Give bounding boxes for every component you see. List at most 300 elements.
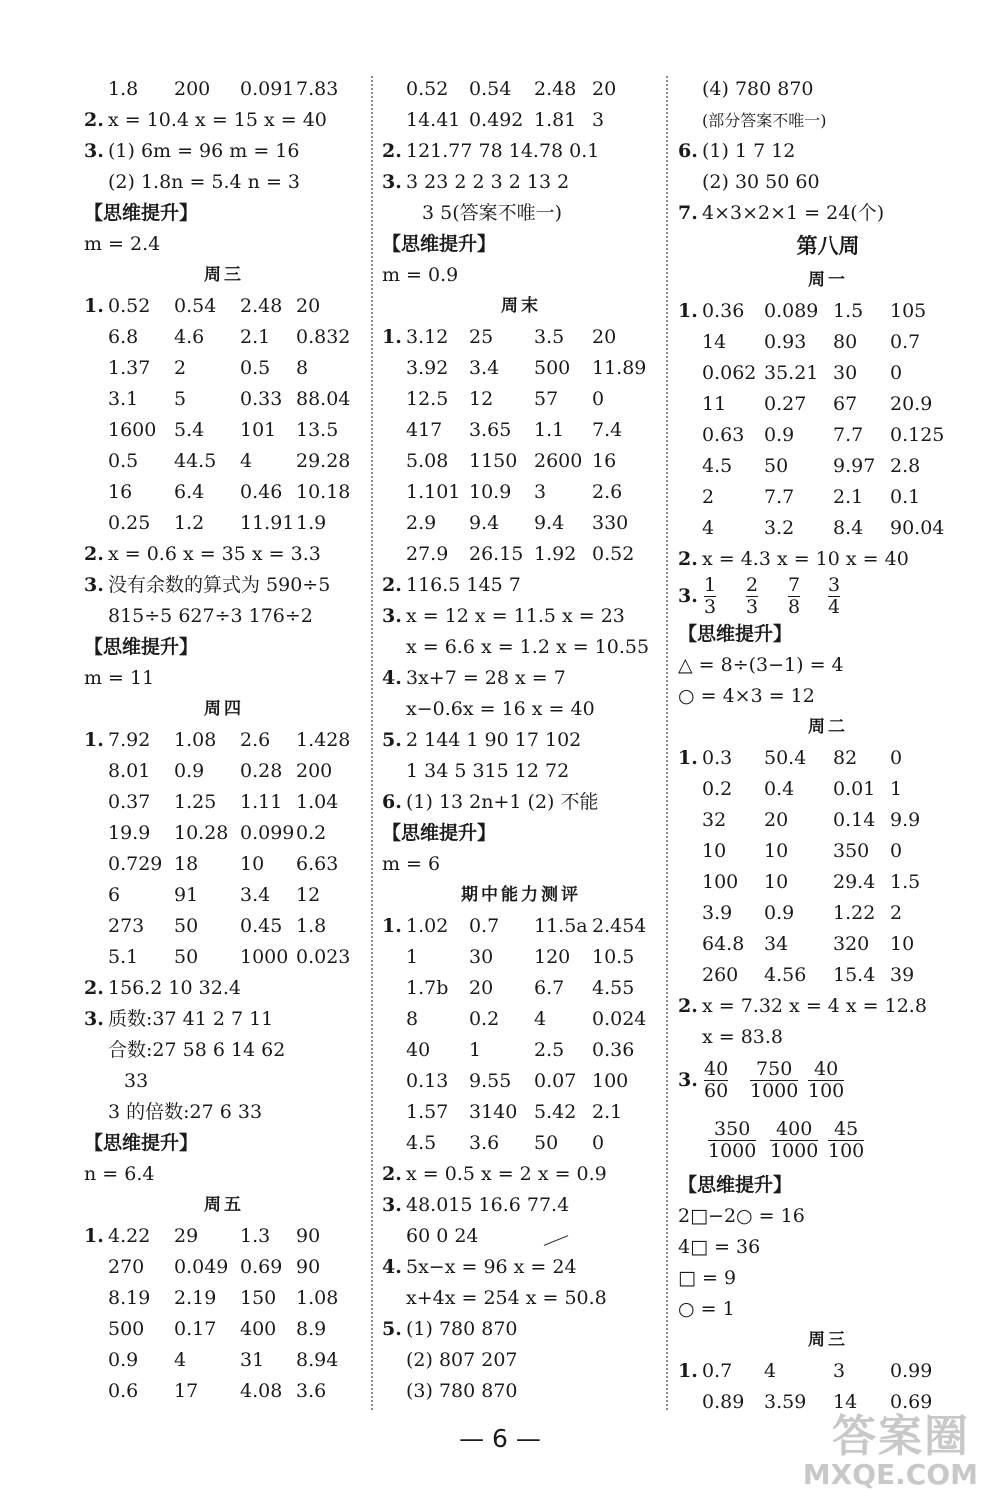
answer-column-2: [382, 74, 660, 1407]
answer-line: [678, 482, 978, 513]
answer-value: 0.69: [240, 1256, 283, 1278]
answer-line: [678, 1201, 978, 1232]
section-label: 【思维提升】: [84, 1132, 199, 1154]
answer-value: 1150: [469, 450, 518, 472]
answer-value: 0.023: [296, 946, 351, 968]
answer-line: [84, 818, 364, 849]
answer-line: [382, 1345, 660, 1376]
answer-line: [382, 446, 660, 477]
answer-text: 121.77 78 14.78 0.1: [406, 140, 600, 162]
answer-line: [382, 1190, 660, 1221]
section-heading-line: [84, 694, 364, 725]
answer-value: 10.5: [592, 946, 635, 968]
answer-line: [84, 1159, 364, 1190]
answer-line: [678, 1170, 978, 1201]
answer-value: 0.7: [890, 331, 921, 353]
question-number: 2.: [382, 574, 402, 596]
answer-value: 10: [764, 840, 789, 862]
answer-value: 7.4: [592, 419, 623, 441]
section-heading: 第八周: [796, 234, 860, 258]
answer-value: 0.52: [592, 543, 635, 565]
question-number: 2.: [382, 1163, 402, 1185]
question-number: 1.: [84, 295, 104, 317]
answer-text: (1) 780 870: [406, 1318, 518, 1340]
answer-value: 500: [534, 357, 571, 379]
answer-line: [678, 960, 978, 991]
answer-value: 6: [108, 884, 121, 906]
answer-value: 0.9: [764, 902, 795, 924]
answer-value: 3: [534, 481, 547, 503]
answer-line: [84, 849, 364, 880]
answer-value: 13.5: [296, 419, 339, 441]
answer-line: [382, 756, 660, 787]
answer-value: 330: [592, 512, 629, 534]
answer-line: [84, 663, 364, 694]
fraction: [828, 1119, 864, 1162]
answer-value: 0.125: [890, 424, 945, 446]
fraction-numerator: 3: [828, 574, 841, 596]
answer-value: 1.5: [890, 871, 921, 893]
answer-value: 0.089: [764, 300, 819, 322]
answer-value: 27.9: [406, 543, 449, 565]
answer-line: [382, 1159, 660, 1190]
question-number: 1.: [84, 1225, 104, 1247]
answer-line: [84, 353, 364, 384]
answer-text: (3) 780 870: [406, 1380, 518, 1402]
answer-line: [84, 973, 364, 1004]
answer-value: 7.7: [764, 486, 795, 508]
answer-line: [678, 1294, 978, 1325]
answer-line: [678, 136, 978, 167]
section-label: 【思维提升】: [382, 233, 497, 255]
answer-line: [678, 513, 978, 544]
fraction-denominator: 100: [828, 1140, 865, 1162]
answer-value: 100: [592, 1070, 629, 1092]
answer-value: 9.4: [534, 512, 565, 534]
answer-value: 0.27: [764, 393, 807, 415]
answer-text: 3 23 2 2 3 2 13 2: [406, 171, 570, 193]
answer-value: 1.02: [406, 915, 449, 937]
answer-text: 3 5(答案不唯一): [422, 202, 563, 224]
answer-value: 7.83: [296, 78, 339, 100]
answer-text: 4□ = 36: [678, 1236, 761, 1258]
answer-value: 0.99: [890, 1360, 933, 1382]
answer-line: [678, 327, 978, 358]
answer-value: 6.8: [108, 326, 139, 348]
answer-text: 3x+7 = 28 x = 7: [406, 667, 566, 689]
answer-line: [84, 1066, 364, 1097]
answer-value: 64.8: [702, 933, 745, 955]
question-number: 3.: [382, 1194, 402, 1216]
answer-line: [382, 539, 660, 570]
answer-text: 合数:27 58 6 14 62: [108, 1039, 286, 1061]
answer-value: 0.062: [702, 362, 757, 384]
section-heading-line: [382, 880, 660, 911]
question-number: 1.: [678, 300, 698, 322]
answer-value: 11: [702, 393, 727, 415]
answer-line: [678, 74, 978, 105]
answer-text: m = 2.4: [84, 233, 161, 255]
answer-line: [382, 818, 660, 849]
answer-line: [84, 1283, 364, 1314]
answer-value: 0.5: [108, 450, 139, 472]
answer-text: (1) 1 7 12: [702, 140, 796, 162]
answer-value: 0.729: [108, 853, 163, 875]
answer-value: 1.37: [108, 357, 151, 379]
answer-line: [84, 136, 364, 167]
answer-line: [382, 1314, 660, 1345]
answer-value: 8.01: [108, 760, 151, 782]
section-heading-line: [678, 712, 978, 743]
answer-value: 3.92: [406, 357, 449, 379]
watermark-logo: 答案圈: [832, 1411, 970, 1462]
section-heading-line: [678, 229, 978, 265]
answer-value: 0.3: [702, 747, 733, 769]
answer-value: 0.5: [240, 357, 271, 379]
answer-value: 2.454: [592, 915, 647, 937]
answer-value: 0.13: [406, 1070, 449, 1092]
answer-value: 2600: [534, 450, 583, 472]
answer-value: 20: [592, 326, 617, 348]
answer-line: [382, 260, 660, 291]
answer-value: 14.41: [406, 109, 461, 131]
answer-value: 0.36: [702, 300, 745, 322]
question-number: 4.: [382, 667, 402, 689]
answer-line: [84, 167, 364, 198]
question-number: 1.: [84, 729, 104, 751]
answer-text: 2□−2○ = 16: [678, 1205, 805, 1227]
answer-value: 3.6: [296, 1380, 327, 1402]
question-number: 5.: [382, 1318, 402, 1340]
answer-text: □ = 9: [678, 1267, 737, 1289]
answer-value: 0.54: [469, 78, 512, 100]
answer-value: 4.6: [174, 326, 205, 348]
answer-line: [678, 451, 978, 482]
answer-value: 0.36: [592, 1039, 635, 1061]
answer-value: 20: [592, 78, 617, 100]
answer-line: [382, 384, 660, 415]
answer-value: 0.6: [108, 1380, 139, 1402]
fraction-numerator: 40: [814, 1058, 839, 1080]
answer-value: 8.19: [108, 1287, 151, 1309]
answer-text: x = 7.32 x = 4 x = 12.8: [702, 995, 927, 1017]
answer-line: [84, 477, 364, 508]
answer-text: 没有余数的算式为 590÷5: [108, 574, 331, 596]
fraction-denominator: 4: [828, 596, 841, 618]
answer-line: [678, 650, 978, 681]
answer-value: 0.049: [174, 1256, 229, 1278]
answer-value: 2.19: [174, 1287, 217, 1309]
answer-line: [382, 229, 660, 260]
answer-value: 1.08: [296, 1287, 339, 1309]
fraction-numerator: 1: [704, 574, 717, 596]
answer-value: 16: [592, 450, 617, 472]
answer-value: 3.1: [108, 388, 139, 410]
answer-value: 90: [296, 1225, 321, 1247]
answer-text: x = 0.5 x = 2 x = 0.9: [406, 1163, 607, 1185]
answer-value: 0.1: [890, 486, 921, 508]
answer-line: [84, 632, 364, 663]
answer-line: [84, 384, 364, 415]
answer-value: 0: [592, 388, 605, 410]
answer-value: 0.46: [240, 481, 283, 503]
answer-line: [84, 1035, 364, 1066]
answer-value: 320: [833, 933, 870, 955]
section-heading: 期中能力测评: [461, 885, 581, 905]
answer-value: 15.4: [833, 964, 876, 986]
section-label: 【思维提升】: [678, 623, 793, 645]
answer-value: 10: [240, 853, 265, 875]
answer-value: 0.024: [592, 1008, 647, 1030]
answer-value: 0.9: [108, 1349, 139, 1371]
answer-value: 10.18: [296, 481, 351, 503]
answer-value: 2.48: [240, 295, 283, 317]
answer-line: [84, 787, 364, 818]
section-label: 【思维提升】: [84, 202, 199, 224]
fraction-denominator: 8: [788, 596, 801, 618]
fraction: [808, 1059, 844, 1102]
answer-value: 0.2: [702, 778, 733, 800]
answer-value: 32: [702, 809, 727, 831]
answer-text: 815÷5 627÷3 176÷2: [108, 605, 313, 627]
fraction-numerator: 750: [756, 1058, 793, 1080]
column-divider: [666, 76, 668, 1410]
section-heading: 周五: [204, 1195, 244, 1215]
answer-line: [382, 1097, 660, 1128]
answer-value: 17: [174, 1380, 199, 1402]
answer-line: [84, 105, 364, 136]
answer-value: 10.9: [469, 481, 512, 503]
answer-value: 1.5: [833, 300, 864, 322]
answer-value: 10.28: [174, 822, 229, 844]
answer-text: (4) 780 870: [702, 78, 814, 100]
answer-text: m = 6: [382, 853, 441, 875]
answer-value: 350: [833, 840, 870, 862]
answer-value: 19.9: [108, 822, 151, 844]
answer-text: x = 0.6 x = 35 x = 3.3: [108, 543, 321, 565]
answer-line: [84, 198, 364, 229]
answer-value: 2.6: [592, 481, 623, 503]
answer-text: x = 6.6 x = 1.2 x = 10.55: [406, 636, 650, 658]
answer-value: 0: [890, 840, 903, 862]
question-number: 1.: [382, 915, 402, 937]
answer-text: ○ = 1: [678, 1298, 735, 1320]
answer-value: 4: [534, 1008, 547, 1030]
answer-value: 4: [174, 1349, 187, 1371]
fraction: [750, 1059, 798, 1102]
fraction-denominator: 3: [746, 596, 759, 618]
answer-line: [382, 105, 660, 136]
answer-line: [382, 1376, 660, 1407]
answer-value: 34: [764, 933, 789, 955]
answer-value: 29: [174, 1225, 199, 1247]
answer-line: [382, 725, 660, 756]
answer-value: 1: [890, 778, 903, 800]
answer-value: 1.57: [406, 1101, 449, 1123]
answer-line: [678, 929, 978, 960]
answer-line: [84, 229, 364, 260]
answer-text: 116.5 145 7: [406, 574, 521, 596]
question-number: 2.: [84, 977, 104, 999]
answer-line: [382, 663, 660, 694]
answer-value: 0.28: [240, 760, 283, 782]
answer-value: 10: [890, 933, 915, 955]
answer-value: 0.2: [469, 1008, 500, 1030]
question-number: 7.: [678, 202, 698, 224]
answer-value: 1.11: [240, 791, 283, 813]
question-number: 2.: [84, 543, 104, 565]
section-heading-line: [84, 260, 364, 291]
answer-value: 3.12: [406, 326, 449, 348]
question-number: 6.: [678, 140, 698, 162]
answer-value: 200: [296, 760, 333, 782]
answer-value: 0.07: [534, 1070, 577, 1092]
section-heading: 周三: [204, 265, 244, 285]
answer-value: 6.7: [534, 977, 565, 999]
answer-line: [678, 420, 978, 451]
answer-line: [678, 358, 978, 389]
answer-value: 3: [592, 109, 605, 131]
answer-line: [84, 756, 364, 787]
answer-value: 0: [890, 362, 903, 384]
answer-text: 质数:37 41 2 7 11: [108, 1008, 274, 1030]
answer-value: 1.2: [174, 512, 205, 534]
question-number: 3.: [382, 171, 402, 193]
answer-line: [382, 322, 660, 353]
answer-value: 273: [108, 915, 145, 937]
answer-value: 0.37: [108, 791, 151, 813]
answer-value: 105: [890, 300, 927, 322]
question-number: 3.: [84, 140, 104, 162]
answer-value: 10: [764, 871, 789, 893]
answer-line: [382, 787, 660, 818]
answer-value: 0.33: [240, 388, 283, 410]
answer-value: 2.1: [592, 1101, 623, 1123]
answer-value: 2: [890, 902, 903, 924]
answer-value: 1.1: [534, 419, 565, 441]
answer-value: 2: [174, 357, 187, 379]
answer-line: [678, 619, 978, 650]
answer-text: (2) 1.8n = 5.4 n = 3: [108, 171, 300, 193]
question-number: 1.: [678, 747, 698, 769]
answer-line: [84, 1221, 364, 1252]
answer-line: [84, 942, 364, 973]
answer-value: 11.89: [592, 357, 647, 379]
answer-line: [678, 167, 978, 198]
answer-value: 40: [406, 1039, 431, 1061]
answer-value: 2.5: [534, 1039, 565, 1061]
answer-value: 2.48: [534, 78, 577, 100]
answer-line: [382, 1283, 660, 1314]
answer-value: 20: [764, 809, 789, 831]
answer-text: x = 10.4 x = 15 x = 40: [108, 109, 327, 131]
question-number: 3.: [382, 605, 402, 627]
answer-text: m = 11: [84, 667, 155, 689]
answer-line: [382, 74, 660, 105]
answer-value: 50: [764, 455, 789, 477]
answer-line: [382, 1221, 660, 1252]
answer-value: 88.04: [296, 388, 351, 410]
answer-value: 500: [108, 1318, 145, 1340]
answer-value: 5.1: [108, 946, 139, 968]
answer-line: [382, 415, 660, 446]
answer-value: 4: [764, 1360, 777, 1382]
question-number: 4.: [382, 1256, 402, 1278]
answer-value: 1.22: [833, 902, 876, 924]
answer-value: 1: [406, 946, 419, 968]
answer-value: 0.52: [108, 295, 151, 317]
fraction-denominator: 1000: [750, 1080, 799, 1102]
answer-value: 1.04: [296, 791, 339, 813]
answer-text: x = 4.3 x = 10 x = 40: [702, 548, 909, 570]
answer-value: 8.94: [296, 1349, 339, 1371]
answer-value: 11.91: [240, 512, 295, 534]
answer-line: [678, 198, 978, 229]
answer-value: 0.89: [702, 1391, 745, 1413]
answer-value: 12: [469, 388, 494, 410]
answer-line: [84, 570, 364, 601]
section-heading: 周四: [204, 699, 244, 719]
answer-value: 9.55: [469, 1070, 512, 1092]
fraction-numerator: 45: [834, 1118, 859, 1140]
answer-value: 31: [240, 1349, 265, 1371]
answer-line: [382, 1252, 660, 1283]
answer-value: 30: [469, 946, 494, 968]
answer-line: [382, 136, 660, 167]
answer-line: [382, 353, 660, 384]
section-heading: 周一: [808, 270, 848, 290]
section-heading: 周二: [808, 717, 848, 737]
answer-line: [678, 544, 978, 575]
answer-value: 3.4: [469, 357, 500, 379]
answer-value: 1.08: [174, 729, 217, 751]
answer-value: 1.7b: [406, 977, 449, 999]
answer-value: 0.091: [240, 78, 295, 100]
answer-line: [678, 1263, 978, 1294]
answer-value: 0.63: [702, 424, 745, 446]
question-number: 3.: [678, 1069, 698, 1091]
answer-line: [382, 942, 660, 973]
answer-line: [382, 570, 660, 601]
question-number: 1.: [678, 1360, 698, 1382]
answer-line: [84, 1314, 364, 1345]
answer-text: 3 的倍数:27 6 33: [108, 1101, 263, 1123]
answer-line: [382, 508, 660, 539]
fraction: [708, 1119, 756, 1162]
fraction-numerator: 350: [714, 1118, 751, 1140]
answer-value: 417: [406, 419, 443, 441]
answer-value: 0.7: [702, 1360, 733, 1382]
answer-value: 7.7: [833, 424, 864, 446]
answer-line: [678, 1022, 978, 1053]
answer-text: m = 0.9: [382, 264, 459, 286]
answer-text: 5x−x = 96 x = 24: [406, 1256, 577, 1278]
answer-value: 9.4: [469, 512, 500, 534]
answer-line: [678, 1113, 978, 1170]
answer-value: 3140: [469, 1101, 518, 1123]
answer-value: 400: [240, 1318, 277, 1340]
answer-line: [84, 1252, 364, 1283]
answer-line: [678, 575, 978, 619]
question-number: 3.: [84, 1008, 104, 1030]
answer-value: 5: [174, 388, 187, 410]
answer-value: 29.28: [296, 450, 351, 472]
answer-value: 91: [174, 884, 199, 906]
answer-value: 50: [174, 946, 199, 968]
answer-value: 0: [592, 1132, 605, 1154]
answer-line: [382, 1066, 660, 1097]
answer-text: 48.015 16.6 77.4: [406, 1194, 570, 1216]
